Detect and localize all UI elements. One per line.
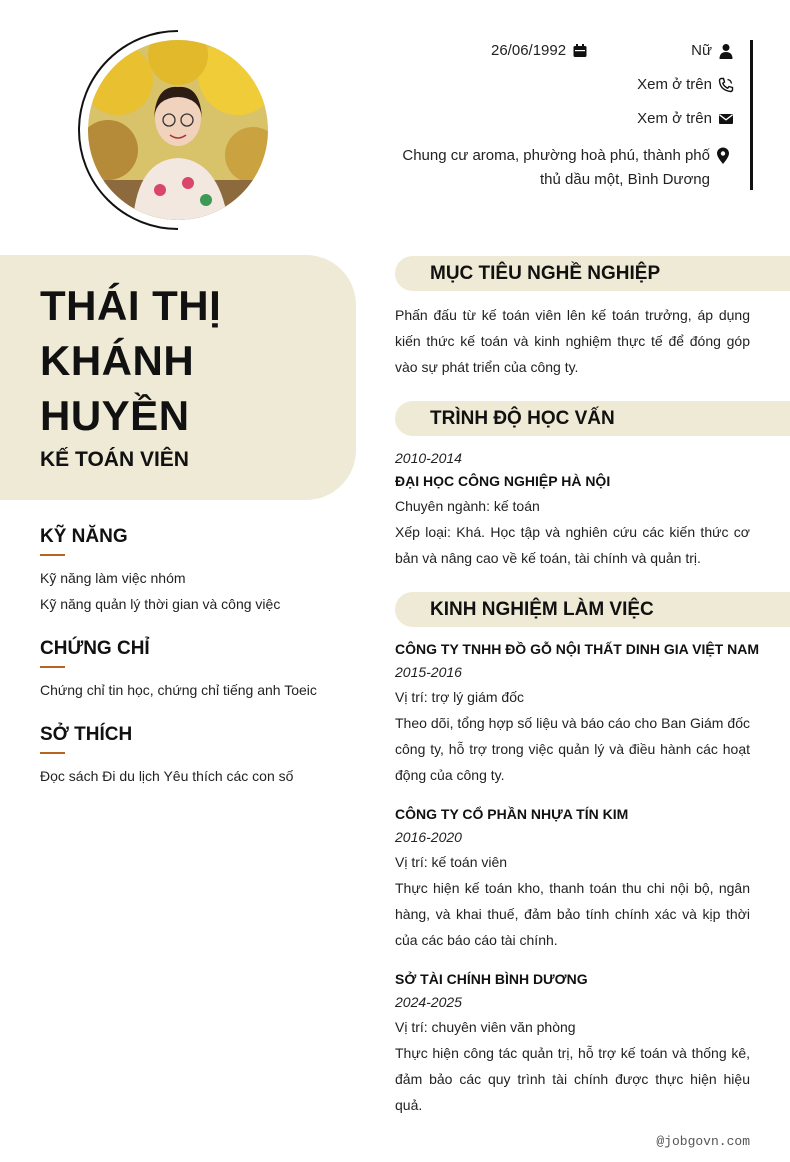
envelope-icon: [718, 111, 734, 127]
gender-item: [691, 42, 734, 59]
education-grade: Xếp loại: Khá. Học tập và nghiên cứu các kiến thức cơ bản và nâng cao về kế toán, tài chính và quản trị.: [395, 524, 750, 566]
phone-item: [637, 76, 734, 93]
skills-title: KỸ NĂNG: [40, 526, 128, 547]
education-period: 2010-2014: [395, 450, 462, 466]
objective-text: Phấn đấu từ kế toán viên lên kế toán trưởng, áp dụng kiến thức kế toán và kinh nghiệm thực tế để đóng góp vào sự phát triển của công ty.: [395, 307, 750, 375]
job-company: CÔNG TY TNHH ĐỒ GỖ NỘI THẤT DINH GIA VIỆT NAM: [395, 641, 759, 657]
profile-photo: [88, 40, 268, 220]
skill-item: Kỹ năng làm việc nhóm: [40, 570, 186, 586]
job-title: KẾ TOÁN VIÊN: [40, 448, 189, 471]
job-description: Theo dõi, tổng hợp số liệu và báo cáo cho Ban Giám đốc công ty, hỗ trợ trong việc quản lý và điều hành các hoạt động của công ty.: [395, 715, 750, 783]
phone-icon: [718, 77, 734, 93]
hobby-item: Đọc sách Đi du lịch Yêu thích các con số: [40, 768, 294, 784]
skill-item: Kỹ năng quản lý thời gian và công việc: [40, 596, 281, 612]
skills-underline: [40, 554, 65, 556]
experience-header: [395, 592, 790, 627]
job-period: 2016-2020: [395, 829, 462, 845]
job-description: Thực hiện kế toán kho, thanh toán thu chi nội bộ, ngân hàng, và khai thuế, đảm bảo tính chính xác và kịp thời của các báo cáo tài chính.: [395, 880, 750, 948]
experience-title: KINH NGHIỆM LÀM VIỆC: [430, 599, 654, 620]
objective-header: [395, 256, 790, 291]
address-text: Chung cư aroma, phường hoà phú, thành phố thủ dầu một, Bình Dương: [402, 147, 710, 188]
job-company: SỞ TÀI CHÍNH BÌNH DƯƠNG: [395, 971, 588, 987]
gender-text: Nữ: [691, 42, 712, 59]
education-title: TRÌNH ĐỘ HỌC VẤN: [430, 408, 615, 429]
education-header: [395, 401, 790, 436]
education-school: ĐẠI HỌC CÔNG NGHIỆP HÀ NỘI: [395, 473, 611, 489]
person-icon: [718, 43, 734, 59]
location-pin-icon: [716, 147, 730, 165]
email-item: [637, 110, 734, 127]
objective-title: MỤC TIÊU NGHỀ NGHIỆP: [430, 263, 661, 284]
job-period: 2024-2025: [395, 994, 462, 1010]
job-position: Vị trí: trợ lý giám đốc: [395, 689, 524, 705]
contact-block: [400, 40, 753, 190]
dob-text: 26/06/1992: [491, 42, 567, 59]
education-major: Chuyên ngành: kế toán: [395, 498, 540, 514]
full-name: THÁI THỊ KHÁNH HUYỀN: [40, 282, 222, 439]
hobbies-title: SỞ THÍCH: [40, 724, 133, 745]
footer-watermark: @jobgovn.com: [656, 1134, 750, 1149]
phone-text: Xem ở trên: [637, 76, 712, 93]
calendar-icon: [572, 43, 588, 59]
certificates-underline: [40, 666, 65, 668]
job-period: 2015-2016: [395, 664, 462, 680]
job-company: CÔNG TY CỔ PHẦN NHỰA TÍN KIM: [395, 806, 629, 822]
dob-item: [491, 42, 588, 59]
certificate-item: Chứng chỉ tin học, chứng chỉ tiếng anh Toeic: [40, 682, 317, 698]
email-text: Xem ở trên: [637, 110, 712, 127]
job-description: Thực hiện công tác quản trị, hỗ trợ kế toán và thống kê, đảm bảo các quy trình tài chính được thực hiện hiệu quả.: [395, 1045, 750, 1113]
hobbies-underline: [40, 752, 65, 754]
certificates-title: CHỨNG CHỈ: [40, 638, 150, 659]
job-position: Vị trí: chuyên viên văn phòng: [395, 1019, 576, 1035]
job-position: Vị trí: kế toán viên: [395, 854, 508, 870]
